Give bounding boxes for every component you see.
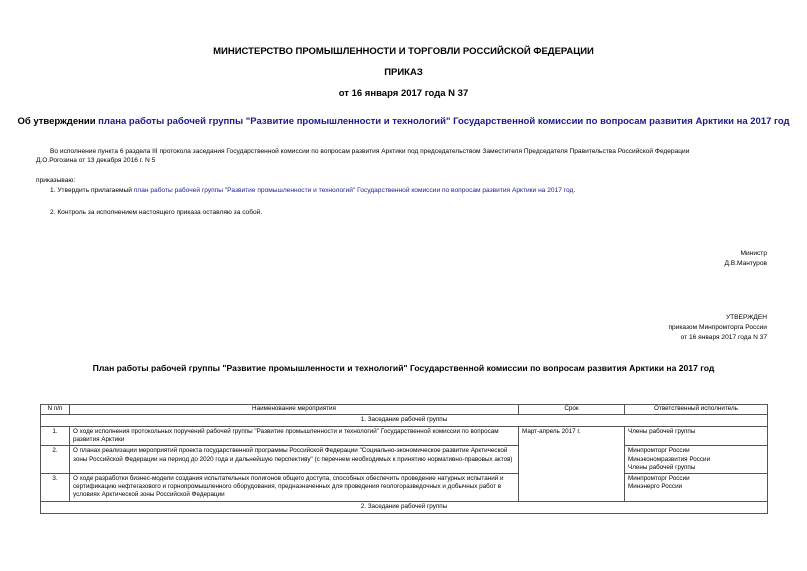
- order-item-2: 2. Контроль за исполнением настоящего приказа оставляю за собой.: [50, 209, 263, 216]
- document-title-prefix: Об утверждении: [17, 116, 99, 127]
- plan-table: [40, 404, 768, 514]
- order-verb: приказываю:: [36, 177, 76, 184]
- preamble-line-1: Во исполнение пункта 6 раздела III протокола заседания Государственной комиссии по вопросам развития Арктики под председательством Заместителя Председателя Правительства Российской Федерации: [50, 148, 690, 155]
- order-item-1-suffix: .: [573, 187, 576, 194]
- document-title: [0, 116, 807, 127]
- responsible-line: Члены рабочей группы: [628, 428, 696, 435]
- row-responsible: [625, 427, 768, 446]
- section-2-title: 2. Заседание рабочей группы: [41, 501, 768, 513]
- row-activity: О планах реализации мероприятий проекта государственной программы Российской Федерации "Социально-экономическое развитие Арктической зоны Российской Федерации на период до 2020 года и дальнейшую перспективу" (с перечнем необходимых к принятию нормативно-правовых актов): [70, 446, 519, 474]
- approval-date: от 16 января 2017 года N 37: [680, 334, 767, 341]
- approval-label: УТВЕРЖДЕН: [725, 314, 767, 321]
- row-activity: О ходе исполнения протокольных поручений рабочей группы "Развитие промышленности и технологий" Государственной комиссии по вопросам развития Арктики: [70, 427, 519, 446]
- responsible-line: Минпромторг России: [628, 475, 690, 483]
- order-item-1-prefix: 1. Утвердить прилагаемый: [50, 187, 134, 194]
- table-row: [41, 427, 768, 446]
- order-item-1: [50, 187, 790, 196]
- row-activity: О ходе разработки бизнес-модели создания испытательных полигонов общего доступа, способных обеспечить проведение натурных испытаний и сертификацию нефтегазового и горнопромышленного оборудования, предназначенных для проведения геологоразведочных и добычных работ в условиях Арктической зоны Российской Федерации: [70, 474, 519, 502]
- signature-position: Министр: [740, 250, 767, 257]
- responsible-line: Минэнерго России: [628, 483, 683, 491]
- document-date-number: от 16 января 2017 года N 37: [338, 88, 469, 99]
- responsible-line: Минэкономразвития России: [628, 455, 711, 463]
- table-header-row: [41, 405, 768, 415]
- table-row: [41, 474, 768, 502]
- row-number: 3.: [41, 474, 70, 502]
- responsible-line: Минпромторг России: [628, 447, 690, 455]
- row-responsible: [625, 446, 768, 474]
- order-item-1-link[interactable]: план работы рабочей группы "Развитие промышленности и технологий" Государственной комиссии по вопросам развития Арктики на 2017 год: [133, 187, 574, 194]
- section-1-title: 1. Заседание рабочей группы: [41, 415, 768, 427]
- document-title-link[interactable]: плана работы рабочей группы "Развитие промышленности и технологий" Государственной комиссии по вопросам развития Арктики на 2017 год: [98, 116, 790, 127]
- row-responsible: [625, 474, 768, 502]
- section-row: [41, 415, 768, 427]
- header-activity: Наименование мероприятия: [70, 405, 519, 415]
- responsible-line: Члены рабочей группы: [628, 463, 696, 471]
- section-row: [41, 501, 768, 513]
- row-term: Март-апрель 2017 г.: [519, 427, 625, 502]
- header-number: N п/п: [41, 405, 70, 415]
- row-number: 1.: [41, 427, 70, 446]
- document-type: ПРИКАЗ: [384, 67, 423, 78]
- signature-name: Д.В.Мантуров: [724, 260, 767, 267]
- approval-order: приказом Минпромторга России: [668, 324, 767, 331]
- header-term: Срок: [519, 405, 625, 415]
- preamble-line-2: Д.О.Рогозина от 13 декабря 2016 г. N 5: [36, 157, 156, 164]
- ministry-heading: МИНИСТЕРСТВО ПРОМЫШЛЕННОСТИ И ТОРГОВЛИ РОССИЙСКОЙ ФЕДЕРАЦИИ: [213, 46, 594, 57]
- table-row: [41, 446, 768, 474]
- header-responsible: Ответственный исполнитель: [625, 405, 768, 415]
- row-number: 2.: [41, 446, 70, 474]
- plan-title: План работы рабочей группы "Развитие промышленности и технологий" Государственной комиссии по вопросам развития Арктики на 2017 год: [92, 363, 715, 373]
